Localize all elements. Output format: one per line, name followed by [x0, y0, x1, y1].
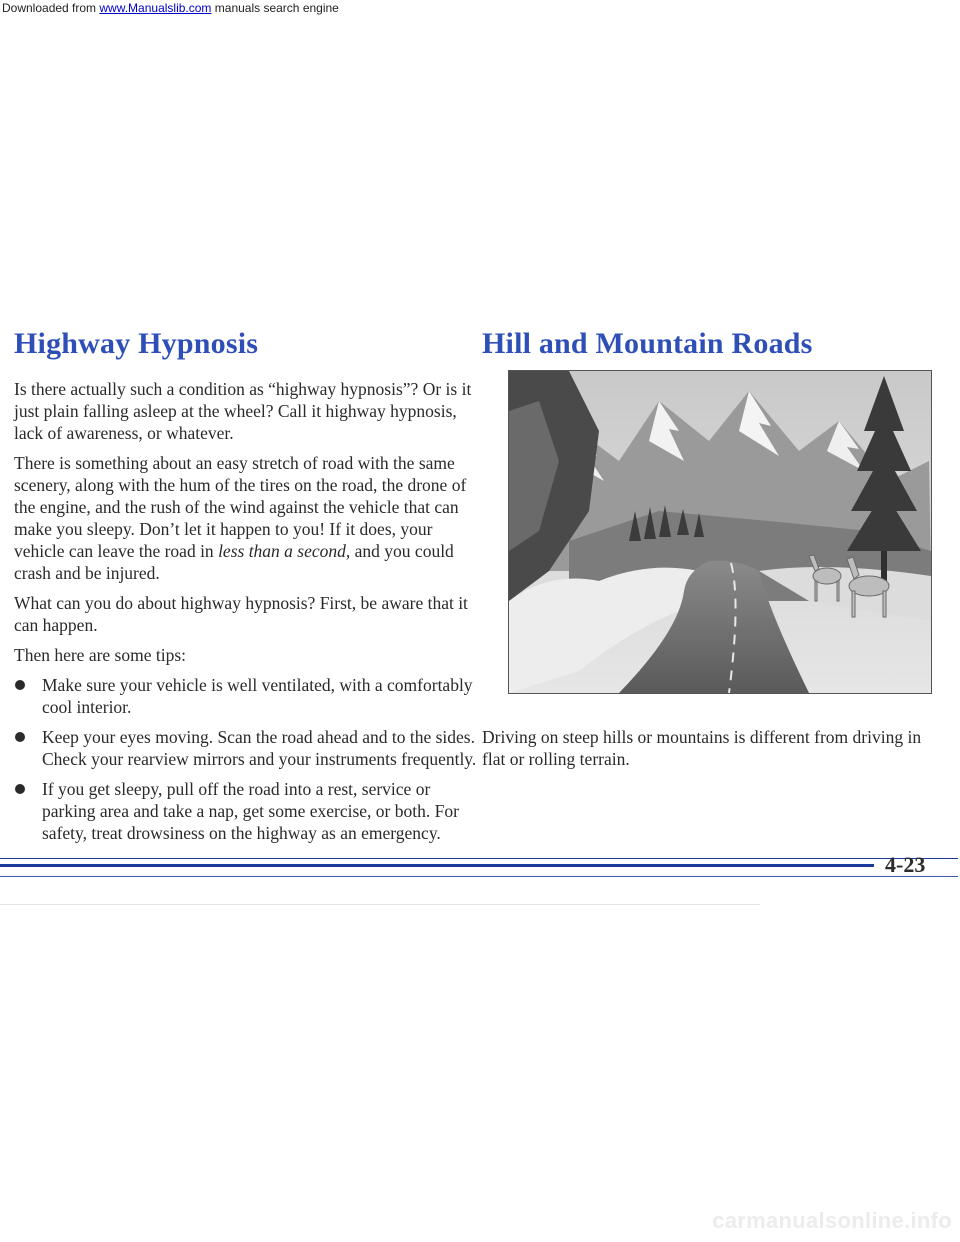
- tips-list: [14, 674, 484, 844]
- bullet-icon: [15, 732, 25, 742]
- footer-rule-lower: [0, 876, 958, 877]
- section-caption: Driving on steep hills or mountains is different from driving in flat or rolling terrain.: [482, 727, 922, 769]
- hill-mountain-roads-heading: Hill and Mountain Roads: [482, 327, 813, 360]
- tip-text: If you get sleepy, pull off the road into a rest, service or parking area and take a nap, get some exercise, or both. For safety, treat drowsiness on the highway as an emergency.: [42, 779, 459, 843]
- tip-text: Make sure your vehicle is well ventilated, with a comfortably cool interior.: [42, 675, 473, 717]
- bullet-icon: [15, 784, 25, 794]
- paragraph-2-text-b: and you could crash and be injured.: [14, 541, 454, 583]
- tip-item: [14, 778, 484, 844]
- page-number: 4-23: [885, 852, 926, 877]
- bullet-icon: [15, 680, 25, 690]
- paragraph-2: [14, 452, 484, 584]
- paragraph-2-text-a: There is something about an easy stretch of road with the same scenery, along with the hum of the tires on the road, the drone of the engine, and the rush of the wind against the vehicle that can make you sleepy. Don’t let it happen to you! If it does, your vehicle can leave the road in: [14, 453, 467, 561]
- paragraph-2-emphasis: less than a second,: [218, 541, 351, 561]
- tip-item: [14, 726, 484, 770]
- paragraph-1: Is there actually such a condition as “highway hypnosis”? Or is it just plain falling asleep at the wheel? Call it highway hypnosis, lack of awareness, or whatever.: [14, 379, 472, 443]
- tip-text: Keep your eyes moving. Scan the road ahead and to the sides. Check your rearview mirrors and your instruments frequently.: [42, 727, 477, 769]
- watermark-prefix: Downloaded from: [2, 1, 100, 15]
- scan-artifact-line: [0, 904, 760, 905]
- paragraph-3: What can you do about highway hypnosis? First, be aware that it can happen.: [14, 593, 468, 635]
- paragraph-4: Then here are some tips:: [14, 645, 187, 665]
- tip-item: [14, 674, 484, 718]
- manualslib-link[interactable]: www.Manualslib.com: [99, 1, 212, 15]
- left-column: [14, 378, 484, 852]
- mountain-road-illustration: [508, 370, 932, 694]
- site-watermark: carmanualsonline.info: [712, 1208, 952, 1233]
- footer-rule-thin: [0, 858, 958, 859]
- footer-rule-thick: [0, 864, 874, 867]
- highway-hypnosis-heading: Highway Hypnosis: [14, 327, 259, 360]
- download-watermark: [2, 1, 339, 15]
- watermark-suffix: manuals search engine: [211, 1, 339, 15]
